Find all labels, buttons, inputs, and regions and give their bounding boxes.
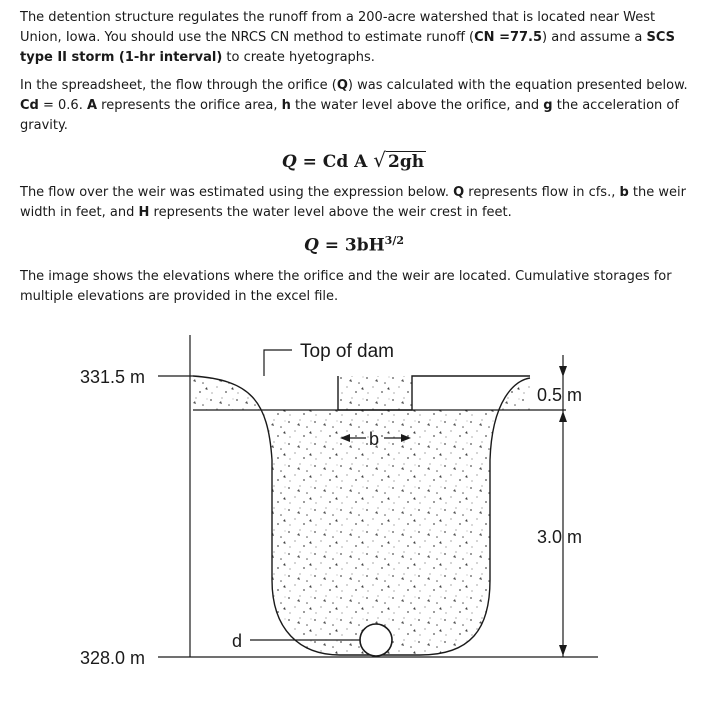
weir-height-label: 0.5 m [537, 385, 583, 405]
detention-structure-figure [0, 320, 708, 690]
weir-width-label: b [369, 429, 380, 449]
arrow-down-bottom [559, 645, 567, 656]
orifice-equation: Q = Cd A √ 2gh [281, 148, 425, 172]
top-of-dam-label: Top of dam [300, 341, 394, 362]
paragraph-watershed: The detention structure regulates the runoff from a 200-acre watershed that is located near West Union, Iowa. You should use the NRCS CN method to estimate runoff (CN =77.5) and assume a SCS type II storm (1-hr interval) to create hyetographs. [20, 10, 676, 65]
paragraph-weir: The flow over the weir was estimated using the expression below. Q represents flow in cfs., b the weir width in feet, and H represents the water level above the weir crest in feet. [20, 185, 686, 220]
arrow-up-weir [559, 411, 567, 422]
orifice-circle [360, 624, 392, 656]
weir-equation: $Q = 3bH^{3/2}$ [304, 234, 404, 256]
orifice-height-label: 3.0 m [537, 527, 583, 547]
paragraph-elevations: The image shows the elevations where the orifice and the weir are located. Cumulative storages for multiple elevations are provided in the excel file. [20, 269, 672, 304]
elevation-top-label: 331.5 m [80, 367, 146, 387]
elevation-bottom-label: 328.0 m [80, 648, 146, 668]
top-of-dam-leader [264, 350, 292, 376]
dam-body [193, 376, 530, 655]
paragraph-orifice: In the spreadsheet, the flow through the orifice (Q) was calculated with the equation presented below. Cd = 0.6. A represents the orifice area, h the water level above the orifice, and g the acceleration of gravity. [20, 78, 688, 133]
arrow-down-top [559, 366, 567, 377]
orifice-diameter-label: d [232, 631, 243, 651]
